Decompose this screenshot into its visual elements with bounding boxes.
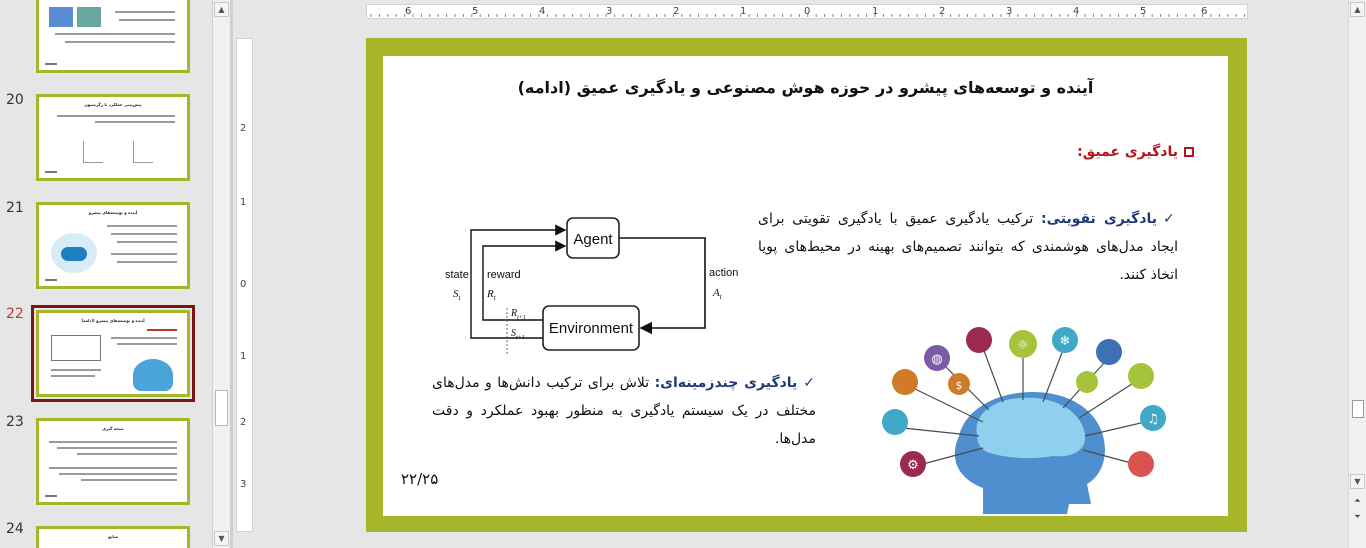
slide-content[interactable] xyxy=(383,56,1228,516)
ruler-label: 0 xyxy=(240,279,247,290)
leaf-icon xyxy=(1128,363,1154,389)
telescope-icon xyxy=(1096,339,1122,365)
ruler-label: 4 xyxy=(1073,6,1080,17)
section-heading-text: یادگیری عمیق: xyxy=(1077,144,1178,160)
svg-text:◍: ◍ xyxy=(931,352,943,367)
svg-text:☼: ☼ xyxy=(1017,338,1029,353)
ruler-triangle-icon xyxy=(1128,451,1154,477)
slide-number: 21 xyxy=(6,200,24,216)
scrollbar-thumb[interactable] xyxy=(215,390,228,426)
slide-number: 20 xyxy=(6,92,24,108)
reward-label: reward xyxy=(487,269,521,281)
reinforcement-learning-paragraph[interactable] xyxy=(758,205,1178,289)
section-heading[interactable] xyxy=(1077,144,1194,160)
slide-thumbnail[interactable] xyxy=(36,94,190,181)
next-reward-symbol: $R_{t+1}$ xyxy=(511,308,526,321)
scrollbar-thumb[interactable] xyxy=(1352,400,1364,418)
slide-canvas[interactable] xyxy=(366,38,1247,532)
slide-number: 23 xyxy=(6,414,24,430)
state-symbol: $S_t$ xyxy=(453,288,461,302)
document-icon xyxy=(966,327,992,353)
reward-symbol: $R_t$ xyxy=(487,288,496,302)
action-symbol: $A_t$ xyxy=(713,287,722,301)
checkmark-icon: ✓ xyxy=(1163,211,1178,227)
ruler-label: 2 xyxy=(939,6,946,17)
ruler-label: 2 xyxy=(673,6,680,17)
ruler-label: 6 xyxy=(1201,6,1208,17)
thumbnail-title: منابع xyxy=(108,534,118,539)
agent-label: Agent xyxy=(573,231,613,248)
checklist-icon xyxy=(892,369,918,395)
next-slide-button[interactable]: ⏷ xyxy=(1354,512,1361,521)
brain-infographic-image[interactable] xyxy=(873,318,1173,514)
vertical-ruler[interactable] xyxy=(236,38,253,532)
book-icon xyxy=(1076,371,1098,393)
scroll-up-button[interactable]: ▲ xyxy=(1350,2,1365,17)
vitruvian-icon xyxy=(882,409,908,435)
ruler-label: 6 xyxy=(405,6,412,17)
pane-divider[interactable] xyxy=(230,0,233,548)
slide-scrollbar[interactable] xyxy=(1348,0,1366,548)
slide-thumbnail[interactable] xyxy=(36,0,190,73)
paragraph-text: ترکیب یادگیری عمیق با یادگیری تقویتی برای ایجاد مدل‌های هوشمندی که بتوانند تصمیم‌های بهینه در محیط‌های پویا اتخاذ کنند. xyxy=(758,211,1178,283)
thumbnail-title: پیش‌بینی عملکرد با رگرسیون xyxy=(84,102,142,107)
scroll-up-button[interactable]: ▲ xyxy=(214,2,229,17)
environment-label: Environment xyxy=(548,320,634,337)
ruler-label: 4 xyxy=(539,6,546,17)
ruler-label: 5 xyxy=(472,6,479,17)
ruler-label: 1 xyxy=(872,6,879,17)
checkmark-icon: ✓ xyxy=(803,375,816,391)
svg-text:⚙: ⚙ xyxy=(907,458,919,473)
previous-slide-button[interactable]: ⏶ xyxy=(1354,496,1361,505)
multimodal-learning-paragraph[interactable] xyxy=(432,369,816,453)
scroll-down-button[interactable]: ▼ xyxy=(214,531,229,546)
ruler-label: 5 xyxy=(1140,6,1147,17)
thumbnail-title: نتیجه گیری xyxy=(102,426,124,431)
thumbnail-title: آینده و توسعه‌های پیشرو (ادامه) xyxy=(81,318,145,323)
paragraph-lead: یادگیری چندزمینه‌ای: xyxy=(654,375,798,391)
slide-thumbnail-pane xyxy=(0,0,212,548)
next-state-symbol: $S_{t+1}$ xyxy=(511,328,525,341)
paragraph-lead: یادگیری تقویتی: xyxy=(1040,211,1158,227)
slide-thumbnail[interactable] xyxy=(36,526,190,548)
slide-thumbnail-selected[interactable] xyxy=(36,310,190,397)
action-label: action xyxy=(709,267,739,279)
slide-thumbnail[interactable] xyxy=(36,202,190,289)
svg-text:$: $ xyxy=(955,379,963,392)
slide-thumbnail[interactable] xyxy=(36,418,190,505)
thumbnail-scrollbar[interactable] xyxy=(212,0,230,548)
slide-title[interactable]: آینده و توسعه‌های پیشرو در حوزه هوش مصنوعی و یادگیری عمیق (ادامه) xyxy=(517,78,1094,97)
ruler-label: 3 xyxy=(240,479,247,490)
ruler-label: 1 xyxy=(740,6,747,17)
state-label: state xyxy=(445,269,469,281)
thumbnail-title: آینده و توسعه‌های پیشرو xyxy=(88,210,138,215)
slide-number: 22 xyxy=(6,306,24,322)
scroll-down-button[interactable]: ▼ xyxy=(1350,474,1365,489)
svg-text:❄: ❄ xyxy=(1059,334,1071,349)
horizontal-ruler[interactable] xyxy=(366,4,1248,19)
ruler-label: 2 xyxy=(240,123,247,134)
paragraph-text: تلاش برای ترکیب دانش‌ها و مدل‌های مختلف در یک سیستم یادگیری به منظور بهبود عملکرد و دقت مدل‌ها. xyxy=(432,375,816,447)
reinforcement-learning-diagram[interactable] xyxy=(441,196,761,356)
ruler-label: 1 xyxy=(240,351,247,362)
svg-text:♫: ♫ xyxy=(1147,412,1159,427)
ruler-label: 3 xyxy=(1006,6,1013,17)
page-number[interactable]: ۲۲/۲۵ xyxy=(401,470,439,488)
ruler-label: 1 xyxy=(240,197,247,208)
ruler-label: 2 xyxy=(240,417,247,428)
ruler-label: 3 xyxy=(606,6,613,17)
ruler-label: 0 xyxy=(804,6,811,17)
checkbox-bullet-icon xyxy=(1184,147,1194,157)
slide-number: 24 xyxy=(6,521,24,537)
